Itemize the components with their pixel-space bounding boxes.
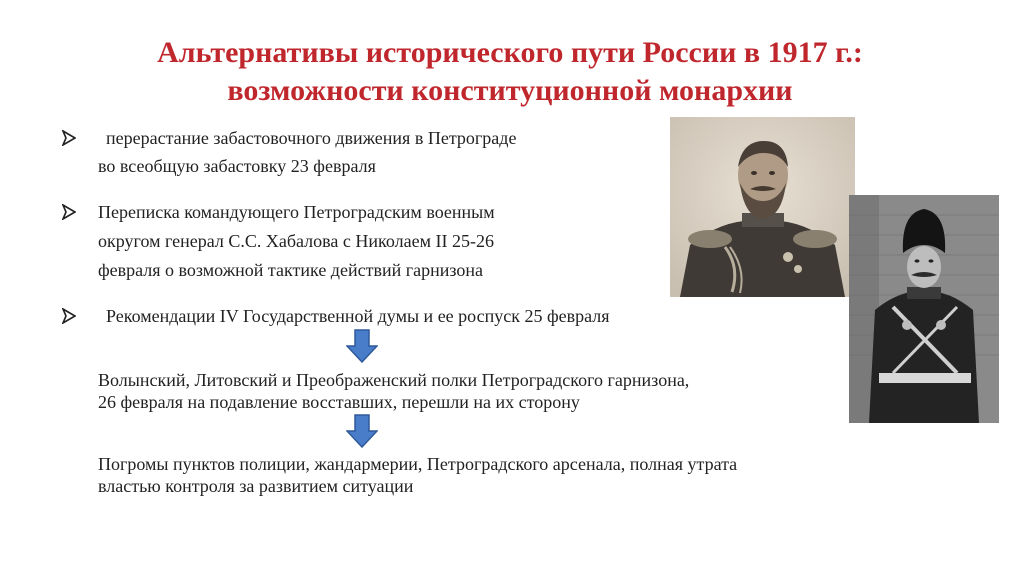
consequence-1-line-2: 26 февраля на подавление восставших, перешли на их сторону bbox=[98, 392, 580, 412]
down-arrow-icon bbox=[346, 414, 378, 453]
title-line-2: возможности конституционной монархии bbox=[227, 74, 793, 107]
bullet-3-line-1: Рекомендации IV Государственной думы и ее роспуск 25 февраля bbox=[106, 306, 610, 326]
bullet-2-line-1: Переписка командующего Петроградским военным bbox=[98, 202, 495, 222]
portrait-photo-khabalov bbox=[849, 195, 999, 423]
slide-title bbox=[60, 34, 960, 110]
arrowhead-bullet-icon bbox=[62, 204, 76, 220]
arrowhead-bullet-icon bbox=[62, 308, 76, 324]
consequence-2 bbox=[98, 453, 737, 497]
title-line-1: Альтернативы исторического пути России в 1917 г.: bbox=[157, 36, 863, 69]
bullet-2-line-3: февраля о возможной тактике действий гарнизона bbox=[98, 260, 483, 280]
consequence-1-line-1: Волынский, Литовский и Преображенский полки Петроградского гарнизона, bbox=[98, 370, 690, 390]
consequence-2-line-2: властью контроля за развитием ситуации bbox=[98, 476, 414, 496]
consequence-1 bbox=[98, 369, 689, 413]
bullet-1-line-1: перерастание забастовочного движения в Петрограде bbox=[106, 128, 517, 148]
bullet-2-line-2: округом генерал С.С. Хабалова с Николаем II 25-26 bbox=[98, 231, 494, 251]
down-arrow-icon bbox=[346, 329, 378, 368]
bullet-1-line-2: во всеобщую забастовку 23 февраля bbox=[98, 156, 376, 176]
arrowhead-bullet-icon bbox=[62, 130, 76, 146]
portrait-photo-nicholas bbox=[670, 117, 855, 297]
consequence-2-line-1: Погромы пунктов полиции, жандармерии, Петроградского арсенала, полная утрата bbox=[98, 454, 738, 474]
